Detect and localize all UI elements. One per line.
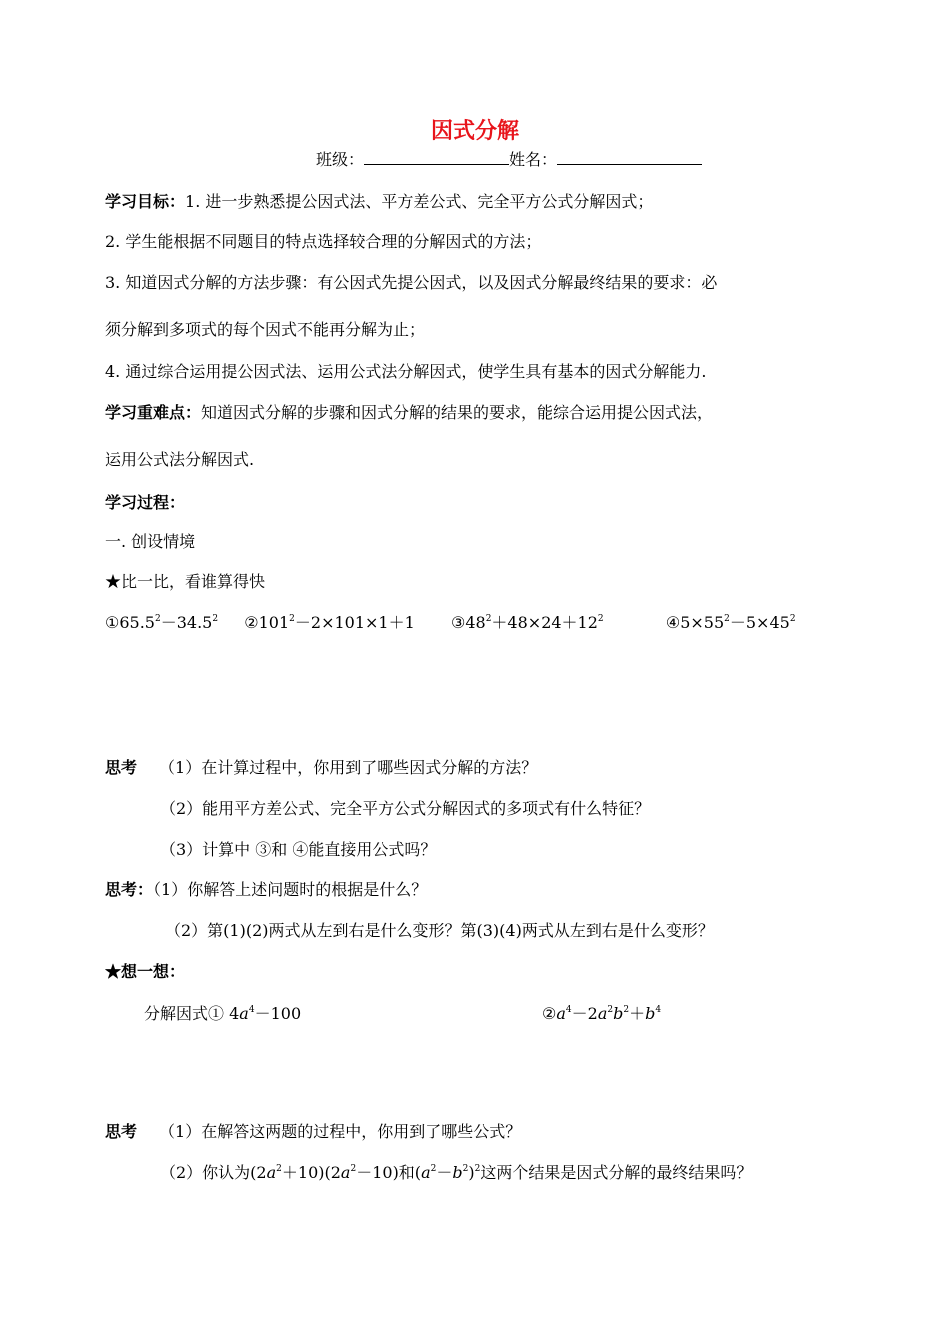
- section-1-title: 一. 创设情境: [105, 532, 196, 551]
- problem-4: $④5\times 55^2-5\times 45^2$: [665, 613, 796, 632]
- objective-item-2: 2. 学生能根据不同题目的特点选择较合理的分解因式的方法；: [105, 232, 542, 251]
- class-name-line: [316, 150, 702, 170]
- think3-line-1: [105, 1122, 521, 1142]
- think2-q1: （1）你解答上述问题时的根据是什么？: [153, 880, 428, 899]
- difficulty-heading: 学习重难点：: [105, 403, 202, 422]
- difficulty-text-b: 运用公式法分解因式.: [105, 450, 255, 469]
- think1-q1: （1）在计算过程中，你用到了哪些因式分解的方法？: [159, 758, 538, 777]
- class-blank: [364, 150, 509, 165]
- process-heading: 学习过程：: [105, 493, 186, 512]
- think3-q2: （2）你认为$(2a^2+10)(2a^2-10)$和$(a^2-b^2)^2$这两个结果是因式分解的最终结果吗？: [160, 1163, 753, 1182]
- difficulty-line-1: [105, 403, 713, 423]
- problem-2: $②101^2-2\times 101\times 1+1$: [244, 613, 415, 632]
- problem-3: $③48^2+48\times 24+12^2$: [450, 613, 604, 632]
- problem-row: [105, 613, 796, 633]
- objective-item-4: 4. 通过综合运用提公因式法、运用公式法分解因式，使学生具有基本的因式分解能力.: [105, 362, 707, 381]
- name-label: 姓名：: [509, 150, 558, 169]
- difficulty-text-a: 知道因式分解的步骤和因式分解的结果的要求，能综合运用提公因式法，: [201, 403, 714, 422]
- think1-q2: （2）能用平方差公式、完全平方公式分解因式的多项式有什么特征？: [160, 799, 651, 818]
- factor-expression-2: $②a^4-2a^2b^2+b^4$: [542, 1004, 662, 1023]
- name-blank: [557, 150, 702, 165]
- objective-item-3b: 须分解到多项式的每个因式不能再分解为止；: [105, 320, 426, 339]
- objectives-heading: 学习目标：: [105, 192, 186, 211]
- objective-item-1: 1. 进一步熟悉提公因式法、平方差公式、完全平方公式分解因式；: [185, 192, 654, 211]
- think1-line-1: [105, 758, 537, 778]
- think2-q2: （2）第(1)(2)两式从左到右是什么变形？第(3)(4)两式从左到右是什么变形？: [165, 921, 714, 940]
- page-title: 因式分解: [430, 119, 519, 144]
- factor-expression-1: 分解因式① $4a^4-100$: [144, 1004, 302, 1023]
- think3-q1: （1）在解答这两题的过程中，你用到了哪些公式？: [159, 1122, 522, 1141]
- problem-1: $①65.5^2-34.5^2$: [105, 613, 219, 632]
- think2-label: 思考：: [105, 880, 154, 899]
- think3-label: 思考: [105, 1122, 138, 1141]
- class-label: 班级：: [316, 150, 365, 169]
- think1-q3: （3）计算中 ③和 ④能直接用公式吗？: [160, 840, 437, 859]
- objective-line-1: [105, 192, 653, 212]
- think2-line-1: [105, 880, 427, 900]
- compare-heading: ★比一比，看谁算得快: [105, 572, 266, 591]
- think1-label: 思考: [105, 758, 138, 777]
- objective-item-3a: 3. 知道因式分解的方法步骤：有公因式先提公因式，以及因式分解最终结果的要求：必: [105, 273, 718, 292]
- think-more-heading: ★想一想：: [105, 962, 186, 981]
